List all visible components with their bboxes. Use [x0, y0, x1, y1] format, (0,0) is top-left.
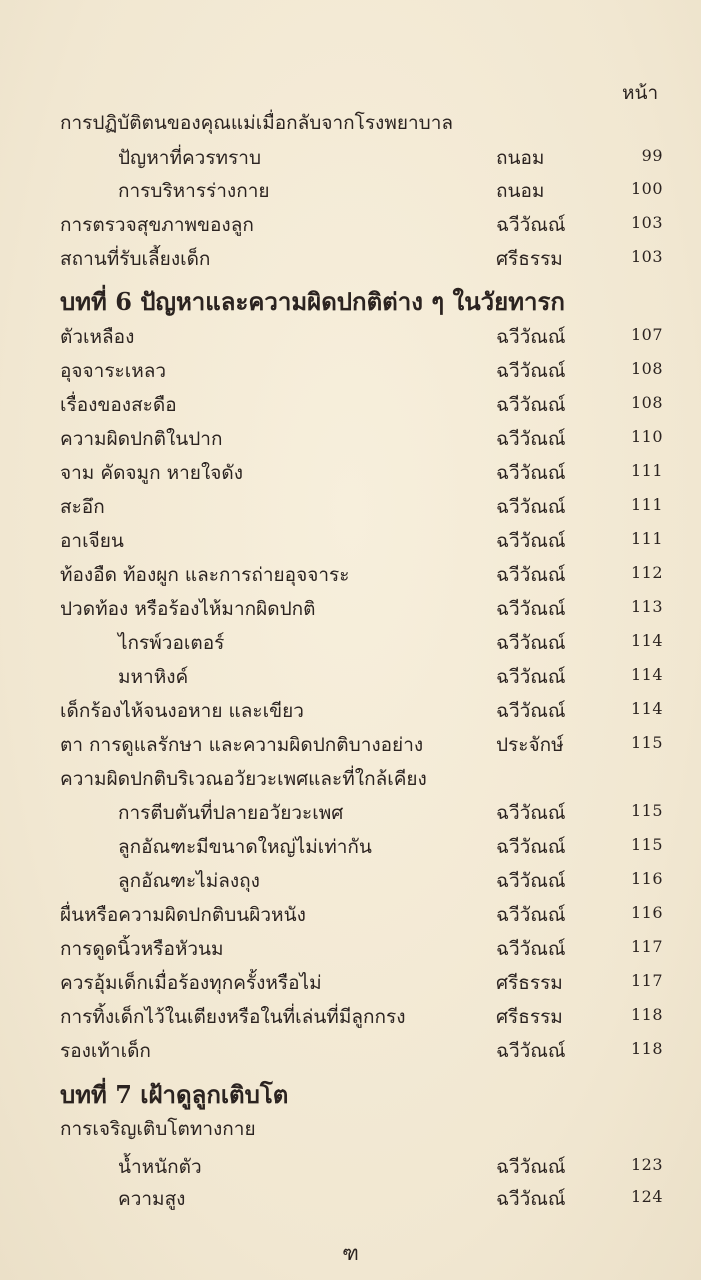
entry-author: ฉวีวัณณ์	[496, 836, 566, 858]
entry-author: ฉวีวัณณ์	[496, 214, 566, 236]
entry-author: ศรีธรรม	[496, 972, 563, 994]
entry-title: ตัวเหลือง	[60, 326, 135, 348]
entry-title: การเจริญเติบโตทางกาย	[60, 1118, 256, 1140]
entry-title: อาเจียน	[60, 530, 124, 552]
toc-entry	[0, 1114, 701, 1148]
entry-title: มหาหิงค์	[118, 666, 189, 688]
entry-page-number: 112	[630, 563, 663, 582]
entry-page-number: 111	[630, 529, 663, 548]
entry-page-number: 111	[630, 495, 663, 514]
entry-author: ฉวีวัณณ์	[496, 598, 566, 620]
entry-title: ลูกอัณฑะไม่ลงถุง	[118, 870, 260, 892]
toc-entry	[0, 560, 701, 594]
entry-author: ศรีธรรม	[496, 1006, 563, 1028]
entry-page-number: 115	[630, 801, 663, 820]
toc-entry	[0, 628, 701, 662]
entry-page-number: 118	[630, 1005, 663, 1024]
entry-author: ฉวีวัณณ์	[496, 394, 566, 416]
toc-entry	[0, 390, 701, 424]
entry-title: ไกรพ์วอเตอร์	[118, 632, 225, 654]
entry-page-number: 116	[630, 869, 663, 888]
entry-author: ฉวีวัณณ์	[496, 462, 566, 484]
entry-title: ปัญหาที่ควรทราบ	[118, 147, 262, 169]
entry-page-number: 107	[630, 325, 663, 344]
entry-author: ฉวีวัณณ์	[496, 938, 566, 960]
entry-page-number: 117	[630, 971, 663, 990]
entry-author: ฉวีวัณณ์	[496, 1040, 566, 1062]
entry-author: ฉวีวัณณ์	[496, 632, 566, 654]
entry-title: ความผิดปกติบริเวณอวัยวะเพศและที่ใกล้เคียง	[60, 768, 427, 790]
entry-title: ความผิดปกติในปาก	[60, 428, 223, 450]
entry-author: ศรีธรรม	[496, 248, 563, 270]
entry-title: ควรอุ้มเด็กเมื่อร้องทุกครั้งหรือไม่	[60, 972, 322, 994]
entry-page-number: 99	[641, 146, 663, 165]
chapter-title: บทที่ 7 เฝ้าดูลูกเติบโต	[60, 1080, 289, 1109]
entry-page-number: 110	[630, 427, 663, 446]
entry-title: การบริหารร่างกาย	[118, 180, 270, 202]
entry-title: อุจจาระเหลว	[60, 360, 167, 382]
entry-title: เรื่องของสะดือ	[60, 394, 177, 416]
entry-page-number: 103	[630, 213, 663, 232]
toc-entry	[0, 492, 701, 526]
entry-page-number: 108	[630, 359, 663, 378]
toc-entry	[0, 832, 701, 866]
entry-title: ปวดท้อง หรือร้องไห้มากผิดปกติ	[60, 598, 316, 620]
toc-entry	[0, 934, 701, 968]
page-column-header: หน้า	[622, 82, 659, 104]
toc-entry	[0, 322, 701, 356]
entry-author: ฉวีวัณณ์	[496, 360, 566, 382]
toc-entry	[0, 424, 701, 458]
entry-title: การตรวจสุขภาพของลูก	[60, 214, 254, 236]
entry-title: ความสูง	[118, 1188, 186, 1210]
toc-entry	[0, 968, 701, 1002]
entry-author: ฉวีวัณณ์	[496, 496, 566, 518]
toc-entry	[0, 244, 701, 278]
entry-author: ฉวีวัณณ์	[496, 1156, 566, 1178]
toc-entry	[0, 210, 701, 244]
entry-title: การทิ้งเด็กไว้ในเตียงหรือในที่เล่นที่มีลูกกรง	[60, 1006, 406, 1028]
entry-page-number: 124	[630, 1187, 663, 1206]
entry-author: ฉวีวัณณ์	[496, 1188, 566, 1210]
entry-title: รองเท้าเด็ก	[60, 1040, 151, 1062]
toc-entry	[0, 696, 701, 730]
toc-entry	[0, 356, 701, 390]
toc-entry	[0, 1002, 701, 1036]
entry-page-number: 111	[630, 461, 663, 480]
toc-entry	[0, 1152, 701, 1186]
entry-page-number: 114	[630, 699, 663, 718]
entry-page-number: 114	[630, 665, 663, 684]
toc-entry	[0, 526, 701, 560]
entry-title: ลูกอัณฑะมีขนาดใหญ่ไม่เท่ากัน	[118, 836, 372, 858]
entry-title: น้ำหนักตัว	[118, 1156, 202, 1178]
entry-page-number: 117	[630, 937, 663, 956]
entry-page-number: 114	[630, 631, 663, 650]
entry-title: การตีบตันที่ปลายอวัยวะเพศ	[118, 802, 344, 824]
entry-title: สถานที่รับเลี้ยงเด็ก	[60, 248, 211, 270]
toc-entry	[0, 730, 701, 764]
entry-title: ตา การดูแลรักษา และความผิดปกติบางอย่าง	[60, 734, 424, 756]
toc-entry	[0, 108, 701, 142]
entry-page-number: 103	[630, 247, 663, 266]
toc-entry	[0, 866, 701, 900]
chapter-heading	[0, 1075, 701, 1109]
chapter-title: บทที่ 6 ปัญหาและความผิดปกติต่าง ๆ ในวัยทารก	[60, 287, 565, 316]
entry-author: ฉวีวัณณ์	[496, 530, 566, 552]
entry-author: ฉวีวัณณ์	[496, 326, 566, 348]
entry-author: ฉวีวัณณ์	[496, 904, 566, 926]
toc-entry	[0, 1036, 701, 1070]
toc-entry	[0, 594, 701, 628]
entry-author: ถนอม	[496, 180, 545, 202]
entry-page-number: 113	[630, 597, 663, 616]
toc-entry	[0, 176, 701, 210]
toc-entry	[0, 764, 701, 798]
entry-author: ฉวีวัณณ์	[496, 870, 566, 892]
entry-page-number: 116	[630, 903, 663, 922]
entry-author: ฉวีวัณณ์	[496, 802, 566, 824]
entry-author: ฉวีวัณณ์	[496, 700, 566, 722]
entry-title: ท้องอืด ท้องผูก และการถ่ายอุจจาระ	[60, 564, 350, 586]
entry-page-number: 123	[630, 1155, 663, 1174]
entry-page-number: 108	[630, 393, 663, 412]
entry-title: การปฏิบัติตนของคุณแม่เมื่อกลับจากโรงพยาบาล	[60, 112, 454, 134]
toc-entry	[0, 1184, 701, 1218]
page-folio: ฑ	[342, 1241, 359, 1265]
toc-entry	[0, 798, 701, 832]
entry-page-number: 115	[630, 733, 663, 752]
entry-author: ฉวีวัณณ์	[496, 428, 566, 450]
entry-author: ประจักษ์	[496, 734, 564, 756]
entry-page-number: 100	[630, 179, 663, 198]
toc-entry	[0, 458, 701, 492]
entry-title: เด็กร้องไห้จนงอหาย และเขียว	[60, 700, 304, 722]
chapter-heading	[0, 282, 701, 316]
entry-author: ฉวีวัณณ์	[496, 666, 566, 688]
entry-title: ผื่นหรือความผิดปกติบนผิวหนัง	[60, 904, 306, 926]
entry-page-number: 115	[630, 835, 663, 854]
entry-page-number: 118	[630, 1039, 663, 1058]
toc-entry	[0, 143, 701, 177]
entry-author: ถนอม	[496, 147, 545, 169]
entry-title: จาม คัดจมูก หายใจดัง	[60, 462, 243, 484]
toc-entry	[0, 662, 701, 696]
entry-title: การดูดนิ้วหรือหัวนม	[60, 938, 224, 960]
entry-title: สะอึก	[60, 496, 105, 518]
toc-entry	[0, 900, 701, 934]
entry-author: ฉวีวัณณ์	[496, 564, 566, 586]
